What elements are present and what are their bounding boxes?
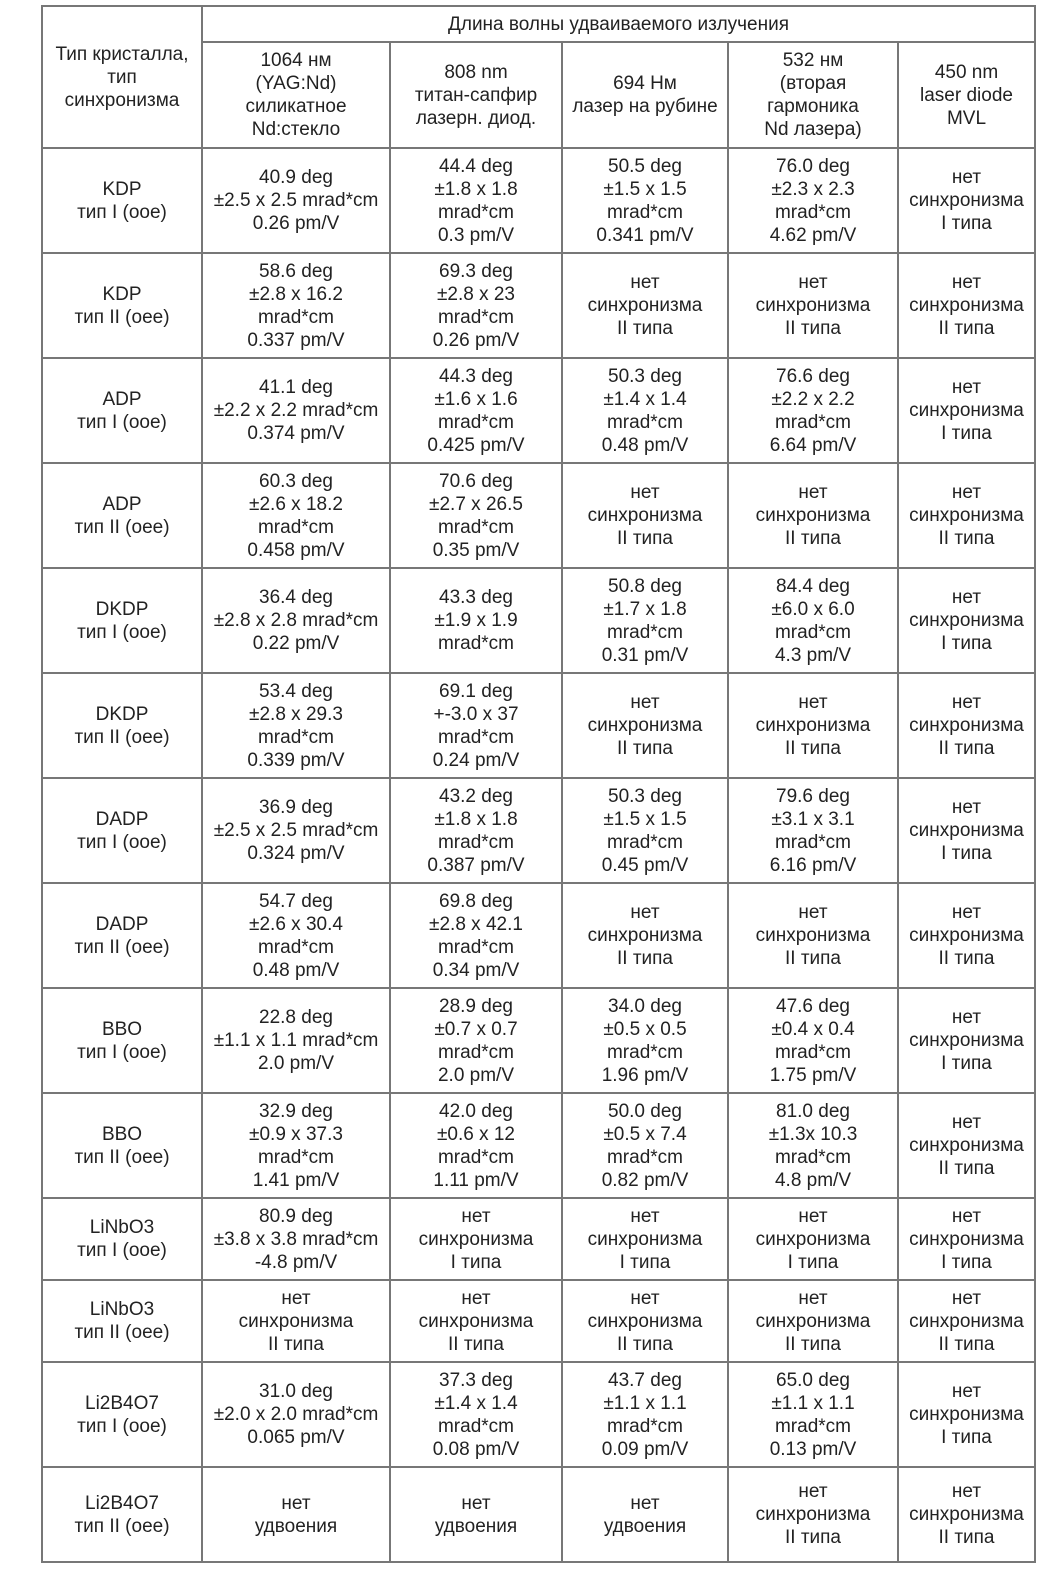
crystal-type-cell: DADP тип II (oee) xyxy=(42,883,202,988)
column-header-532nm: 532 нм (вторая гармоника Nd лазера) xyxy=(728,42,898,148)
table-cell: 54.7 deg ±2.6 x 30.4 mrad*cm 0.48 pm/V xyxy=(202,883,390,988)
table-cell: нет синхронизма II типа xyxy=(202,1280,390,1362)
table-cell: нет синхронизма II типа xyxy=(898,1280,1035,1362)
crystal-type-cell: Li2B4O7 тип II (oee) xyxy=(42,1467,202,1562)
table-cell: 31.0 deg ±2.0 x 2.0 mrad*cm 0.065 pm/V xyxy=(202,1362,390,1467)
table-cell: 50.8 deg ±1.7 x 1.8 mrad*cm 0.31 pm/V xyxy=(562,568,728,673)
table-cell: нет синхронизма II типа xyxy=(562,463,728,568)
table-cell: нет синхронизма II типа xyxy=(562,253,728,358)
crystal-type-cell: Li2B4O7 тип I (ooe) xyxy=(42,1362,202,1467)
table-row xyxy=(42,1198,1035,1280)
table-cell: 43.3 deg ±1.9 x 1.9 mrad*cm xyxy=(390,568,562,673)
table-cell: 41.1 deg ±2.2 x 2.2 mrad*cm 0.374 pm/V xyxy=(202,358,390,463)
crystal-type-cell: DADP тип I (ooe) xyxy=(42,778,202,883)
table-row xyxy=(42,1362,1035,1467)
table-cell: нет синхронизма II типа xyxy=(728,463,898,568)
table-row xyxy=(42,568,1035,673)
table-cell: 65.0 deg ±1.1 x 1.1 mrad*cm 0.13 pm/V xyxy=(728,1362,898,1467)
table-row xyxy=(42,358,1035,463)
table-cell: 53.4 deg ±2.8 x 29.3 mrad*cm 0.339 pm/V xyxy=(202,673,390,778)
crystal-type-cell: DKDP тип I (ooe) xyxy=(42,568,202,673)
table-cell: 36.9 deg ±2.5 x 2.5 mrad*cm 0.324 pm/V xyxy=(202,778,390,883)
crystal-type-cell: LiNbO3 тип II (oee) xyxy=(42,1280,202,1362)
table-cell: нет синхронизма II типа xyxy=(728,883,898,988)
table-row xyxy=(42,253,1035,358)
table-cell: 36.4 deg ±2.8 x 2.8 mrad*cm 0.22 pm/V xyxy=(202,568,390,673)
corner-header: Тип кристалла, тип синхронизма xyxy=(42,6,202,148)
table-cell: нет синхронизма II типа xyxy=(898,673,1035,778)
table-row xyxy=(42,1093,1035,1198)
table-row xyxy=(42,673,1035,778)
table-cell: 22.8 deg ±1.1 x 1.1 mrad*cm 2.0 pm/V xyxy=(202,988,390,1093)
table-cell: 44.3 deg ±1.6 x 1.6 mrad*cm 0.425 pm/V xyxy=(390,358,562,463)
table-cell: нет удвоения xyxy=(390,1467,562,1562)
table-cell: 37.3 deg ±1.4 x 1.4 mrad*cm 0.08 pm/V xyxy=(390,1362,562,1467)
table-cell: нет синхронизма I типа xyxy=(898,148,1035,253)
table-row xyxy=(42,988,1035,1093)
table-row xyxy=(42,463,1035,568)
table-cell: 50.3 deg ±1.5 x 1.5 mrad*cm 0.45 pm/V xyxy=(562,778,728,883)
table-cell: нет синхронизма I типа xyxy=(898,1198,1035,1280)
column-header-694nm: 694 Нм лазер на рубине xyxy=(562,42,728,148)
table-cell: нет синхронизма I типа xyxy=(898,358,1035,463)
crystal-type-cell: ADP тип I (ooe) xyxy=(42,358,202,463)
table-cell: нет синхронизма I типа xyxy=(898,778,1035,883)
table-cell: нет синхронизма II типа xyxy=(390,1280,562,1362)
shg-phase-matching-table xyxy=(41,5,1036,1563)
table-row xyxy=(42,1467,1035,1562)
table-cell: 60.3 deg ±2.6 x 18.2 mrad*cm 0.458 pm/V xyxy=(202,463,390,568)
table-cell: 76.6 deg ±2.2 x 2.2 mrad*cm 6.64 pm/V xyxy=(728,358,898,463)
table-cell: 81.0 deg ±1.3x 10.3 mrad*cm 4.8 pm/V xyxy=(728,1093,898,1198)
table-cell: нет синхронизма II типа xyxy=(728,673,898,778)
table-cell: 70.6 deg ±2.7 x 26.5 mrad*cm 0.35 pm/V xyxy=(390,463,562,568)
column-header-450nm: 450 nm laser diode MVL xyxy=(898,42,1035,148)
table-row xyxy=(42,1280,1035,1362)
table-cell: нет синхронизма I типа xyxy=(728,1198,898,1280)
table-cell: нет удвоения xyxy=(202,1467,390,1562)
table-cell: 44.4 deg ±1.8 x 1.8 mrad*cm 0.3 pm/V xyxy=(390,148,562,253)
table-cell: 76.0 deg ±2.3 x 2.3 mrad*cm 4.62 pm/V xyxy=(728,148,898,253)
table-cell: 50.5 deg ±1.5 x 1.5 mrad*cm 0.341 pm/V xyxy=(562,148,728,253)
table-cell: 58.6 deg ±2.8 x 16.2 mrad*cm 0.337 pm/V xyxy=(202,253,390,358)
table-cell: нет синхронизма II типа xyxy=(562,1280,728,1362)
table-cell: 80.9 deg ±3.8 x 3.8 mrad*cm -4.8 pm/V xyxy=(202,1198,390,1280)
crystal-type-cell: KDP тип II (oee) xyxy=(42,253,202,358)
table-cell: нет синхронизма II типа xyxy=(728,1467,898,1562)
table-cell: нет синхронизма II типа xyxy=(562,673,728,778)
table-cell: нет синхронизма II типа xyxy=(898,883,1035,988)
table-cell: 42.0 deg ±0.6 x 12 mrad*cm 1.11 pm/V xyxy=(390,1093,562,1198)
table-cell: нет синхронизма I типа xyxy=(898,568,1035,673)
table-cell: нет синхронизма II типа xyxy=(898,463,1035,568)
table-row xyxy=(42,148,1035,253)
table-cell: нет синхронизма II типа xyxy=(728,1280,898,1362)
table-cell: нет синхронизма II типа xyxy=(898,1467,1035,1562)
table-cell: нет синхронизма I типа xyxy=(898,1362,1035,1467)
table-cell: нет синхронизма II типа xyxy=(728,253,898,358)
crystal-type-cell: DKDP тип II (oee) xyxy=(42,673,202,778)
column-header-1064nm: 1064 нм (YAG:Nd) силикатное Nd:стекло xyxy=(202,42,390,148)
column-header-808nm: 808 nm титан-сапфир лазерн. диод. xyxy=(390,42,562,148)
table-cell: 84.4 deg ±6.0 x 6.0 mrad*cm 4.3 pm/V xyxy=(728,568,898,673)
table-cell: нет синхронизма II типа xyxy=(898,253,1035,358)
table-cell: нет синхронизма I типа xyxy=(562,1198,728,1280)
table-cell: 50.3 deg ±1.4 x 1.4 mrad*cm 0.48 pm/V xyxy=(562,358,728,463)
table-cell: 40.9 deg ±2.5 x 2.5 mrad*cm 0.26 pm/V xyxy=(202,148,390,253)
table-cell: 43.2 deg ±1.8 x 1.8 mrad*cm 0.387 pm/V xyxy=(390,778,562,883)
table-cell: 69.8 deg ±2.8 x 42.1 mrad*cm 0.34 pm/V xyxy=(390,883,562,988)
crystal-type-cell: LiNbO3 тип I (ooe) xyxy=(42,1198,202,1280)
crystal-type-cell: KDP тип I (ooe) xyxy=(42,148,202,253)
crystal-type-cell: ADP тип II (oee) xyxy=(42,463,202,568)
table-cell: 69.3 deg ±2.8 x 23 mrad*cm 0.26 pm/V xyxy=(390,253,562,358)
table-cell: нет удвоения xyxy=(562,1467,728,1562)
table-cell: нет синхронизма I типа xyxy=(898,988,1035,1093)
crystal-type-cell: BBO тип II (oee) xyxy=(42,1093,202,1198)
crystal-type-cell: BBO тип I (ooe) xyxy=(42,988,202,1093)
table-cell: нет синхронизма I типа xyxy=(390,1198,562,1280)
table-cell: 28.9 deg ±0.7 x 0.7 mrad*cm 2.0 pm/V xyxy=(390,988,562,1093)
table-cell: 34.0 deg ±0.5 x 0.5 mrad*cm 1.96 pm/V xyxy=(562,988,728,1093)
table-row xyxy=(42,883,1035,988)
table-cell: 50.0 deg ±0.5 x 7.4 mrad*cm 0.82 pm/V xyxy=(562,1093,728,1198)
table-cell: нет синхронизма II типа xyxy=(898,1093,1035,1198)
table-cell: 79.6 deg ±3.1 x 3.1 mrad*cm 6.16 pm/V xyxy=(728,778,898,883)
table-cell: 43.7 deg ±1.1 x 1.1 mrad*cm 0.09 pm/V xyxy=(562,1362,728,1467)
table-cell: нет синхронизма II типа xyxy=(562,883,728,988)
table-cell: 47.6 deg ±0.4 x 0.4 mrad*cm 1.75 pm/V xyxy=(728,988,898,1093)
wavelength-group-header: Длина волны удваиваемого излучения xyxy=(202,6,1035,42)
table-row xyxy=(42,778,1035,883)
table-cell: 69.1 deg +-3.0 x 37 mrad*cm 0.24 pm/V xyxy=(390,673,562,778)
table-cell: 32.9 deg ±0.9 x 37.3 mrad*cm 1.41 pm/V xyxy=(202,1093,390,1198)
